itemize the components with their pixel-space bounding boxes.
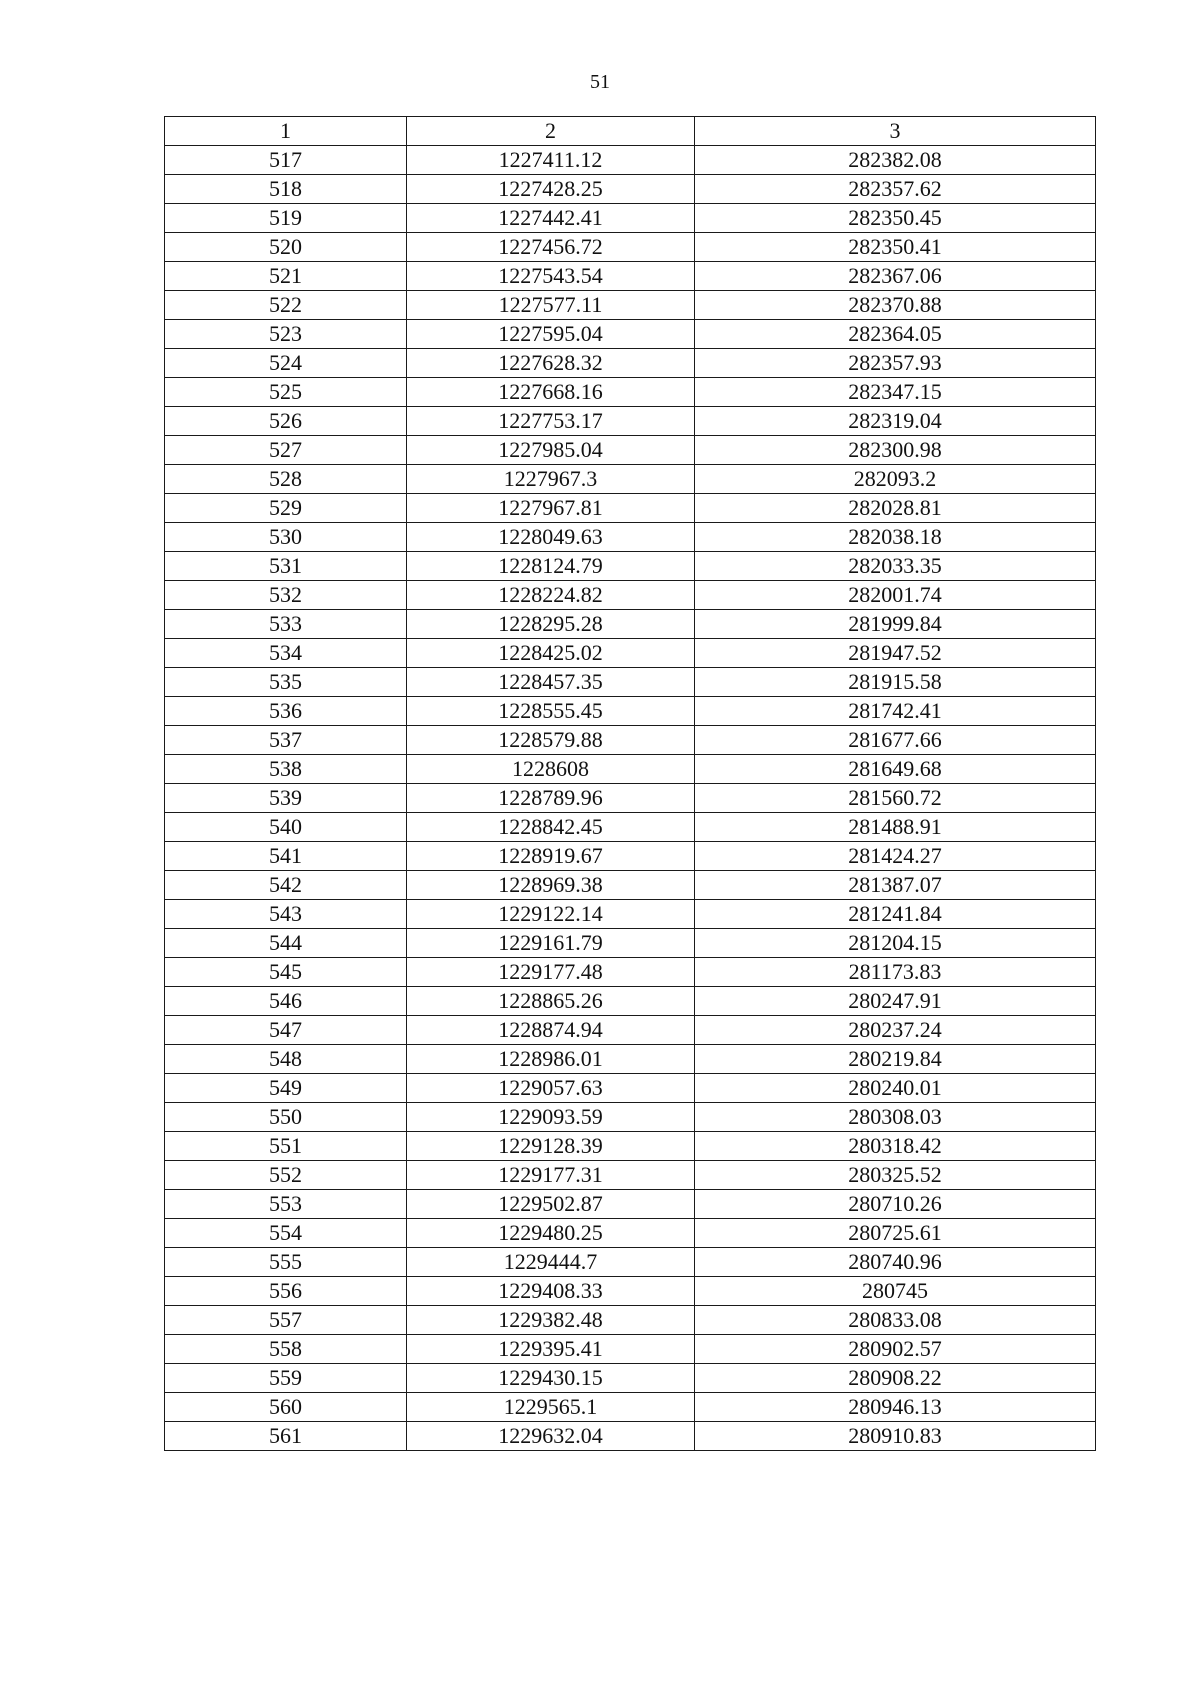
table-row (165, 1161, 1096, 1190)
table-row (165, 900, 1096, 929)
table-row (165, 1248, 1096, 1277)
table-row (165, 1364, 1096, 1393)
x-coordinate-cell: 1227543.54 (407, 262, 695, 291)
page-number: 51 (590, 71, 610, 93)
x-coordinate-cell: 1228789.96 (407, 784, 695, 813)
table-row (165, 349, 1096, 378)
table-row (165, 668, 1096, 697)
x-coordinate-cell: 1227753.17 (407, 407, 695, 436)
point-number-cell: 519 (165, 204, 407, 233)
point-number-cell: 555 (165, 1248, 407, 1277)
y-coordinate-cell: 280308.03 (695, 1103, 1096, 1132)
x-coordinate-cell: 1227668.16 (407, 378, 695, 407)
x-coordinate-cell: 1229480.25 (407, 1219, 695, 1248)
point-number-cell: 552 (165, 1161, 407, 1190)
point-number-cell: 540 (165, 813, 407, 842)
point-number-cell: 534 (165, 639, 407, 668)
x-coordinate-cell: 1229161.79 (407, 929, 695, 958)
y-coordinate-cell: 280946.13 (695, 1393, 1096, 1422)
y-coordinate-cell: 280247.91 (695, 987, 1096, 1016)
point-number-cell: 536 (165, 697, 407, 726)
x-coordinate-cell: 1227428.25 (407, 175, 695, 204)
point-number-cell: 535 (165, 668, 407, 697)
y-coordinate-cell: 282028.81 (695, 494, 1096, 523)
table-row (165, 436, 1096, 465)
point-number-cell: 556 (165, 1277, 407, 1306)
y-coordinate-cell: 280240.01 (695, 1074, 1096, 1103)
table-row (165, 204, 1096, 233)
y-coordinate-cell: 281241.84 (695, 900, 1096, 929)
y-coordinate-cell: 280219.84 (695, 1045, 1096, 1074)
point-number-cell: 532 (165, 581, 407, 610)
table-row (165, 1045, 1096, 1074)
x-coordinate-cell: 1229057.63 (407, 1074, 695, 1103)
x-coordinate-cell: 1229122.14 (407, 900, 695, 929)
x-coordinate-cell: 1228295.28 (407, 610, 695, 639)
point-number-cell: 548 (165, 1045, 407, 1074)
table-row (165, 233, 1096, 262)
y-coordinate-cell: 280740.96 (695, 1248, 1096, 1277)
table-row (165, 726, 1096, 755)
x-coordinate-cell: 1227442.41 (407, 204, 695, 233)
y-coordinate-cell: 280237.24 (695, 1016, 1096, 1045)
table-row (165, 1132, 1096, 1161)
x-coordinate-cell: 1228919.67 (407, 842, 695, 871)
table-row (165, 262, 1096, 291)
y-coordinate-cell: 280725.61 (695, 1219, 1096, 1248)
y-coordinate-cell: 282319.04 (695, 407, 1096, 436)
y-coordinate-cell: 282370.88 (695, 291, 1096, 320)
point-number-cell: 520 (165, 233, 407, 262)
x-coordinate-cell: 1227967.3 (407, 465, 695, 494)
header-row (165, 117, 1096, 146)
table-row (165, 639, 1096, 668)
x-coordinate-cell: 1228224.82 (407, 581, 695, 610)
y-coordinate-cell: 280318.42 (695, 1132, 1096, 1161)
y-coordinate-cell: 281560.72 (695, 784, 1096, 813)
x-coordinate-cell: 1229430.15 (407, 1364, 695, 1393)
column-header-3: 3 (695, 117, 1096, 146)
y-coordinate-cell: 281649.68 (695, 755, 1096, 784)
x-coordinate-cell: 1228969.38 (407, 871, 695, 900)
point-number-cell: 526 (165, 407, 407, 436)
table-row (165, 407, 1096, 436)
y-coordinate-cell: 282382.08 (695, 146, 1096, 175)
y-coordinate-cell: 282357.62 (695, 175, 1096, 204)
point-number-cell: 539 (165, 784, 407, 813)
table-row (165, 523, 1096, 552)
x-coordinate-cell: 1228124.79 (407, 552, 695, 581)
y-coordinate-cell: 282001.74 (695, 581, 1096, 610)
x-coordinate-cell: 1229502.87 (407, 1190, 695, 1219)
point-number-cell: 543 (165, 900, 407, 929)
x-coordinate-cell: 1229408.33 (407, 1277, 695, 1306)
point-number-cell: 525 (165, 378, 407, 407)
x-coordinate-cell: 1229632.04 (407, 1422, 695, 1451)
y-coordinate-cell: 281915.58 (695, 668, 1096, 697)
table-row (165, 929, 1096, 958)
table-row (165, 842, 1096, 871)
table-row (165, 1393, 1096, 1422)
y-coordinate-cell: 281424.27 (695, 842, 1096, 871)
y-coordinate-cell: 281677.66 (695, 726, 1096, 755)
x-coordinate-cell: 1228865.26 (407, 987, 695, 1016)
table-row (165, 755, 1096, 784)
x-coordinate-cell: 1227628.32 (407, 349, 695, 378)
x-coordinate-cell: 1229177.31 (407, 1161, 695, 1190)
x-coordinate-cell: 1227967.81 (407, 494, 695, 523)
point-number-cell: 561 (165, 1422, 407, 1451)
point-number-cell: 541 (165, 842, 407, 871)
table-row (165, 958, 1096, 987)
point-number-cell: 538 (165, 755, 407, 784)
x-coordinate-cell: 1228049.63 (407, 523, 695, 552)
y-coordinate-cell: 282350.41 (695, 233, 1096, 262)
point-number-cell: 537 (165, 726, 407, 755)
table-row (165, 175, 1096, 204)
point-number-cell: 527 (165, 436, 407, 465)
point-number-cell: 545 (165, 958, 407, 987)
table-row (165, 1277, 1096, 1306)
point-number-cell: 550 (165, 1103, 407, 1132)
point-number-cell: 524 (165, 349, 407, 378)
x-coordinate-cell: 1228608 (407, 755, 695, 784)
y-coordinate-cell: 280325.52 (695, 1161, 1096, 1190)
table-row (165, 1016, 1096, 1045)
y-coordinate-cell: 281488.91 (695, 813, 1096, 842)
point-number-cell: 533 (165, 610, 407, 639)
y-coordinate-cell: 281173.83 (695, 958, 1096, 987)
x-coordinate-cell: 1229177.48 (407, 958, 695, 987)
x-coordinate-cell: 1227985.04 (407, 436, 695, 465)
x-coordinate-cell: 1229395.41 (407, 1335, 695, 1364)
point-number-cell: 529 (165, 494, 407, 523)
x-coordinate-cell: 1228874.94 (407, 1016, 695, 1045)
y-coordinate-cell: 281947.52 (695, 639, 1096, 668)
table-row (165, 1074, 1096, 1103)
x-coordinate-cell: 1227595.04 (407, 320, 695, 349)
x-coordinate-cell: 1228579.88 (407, 726, 695, 755)
table-row (165, 320, 1096, 349)
x-coordinate-cell: 1229565.1 (407, 1393, 695, 1422)
y-coordinate-cell: 282033.35 (695, 552, 1096, 581)
table-row (165, 784, 1096, 813)
point-number-cell: 521 (165, 262, 407, 291)
point-number-cell: 554 (165, 1219, 407, 1248)
point-number-cell: 553 (165, 1190, 407, 1219)
x-coordinate-cell: 1229128.39 (407, 1132, 695, 1161)
point-number-cell: 544 (165, 929, 407, 958)
point-number-cell: 549 (165, 1074, 407, 1103)
table-row (165, 552, 1096, 581)
point-number-cell: 523 (165, 320, 407, 349)
table-row (165, 494, 1096, 523)
point-number-cell: 551 (165, 1132, 407, 1161)
point-number-cell: 547 (165, 1016, 407, 1045)
point-number-cell: 560 (165, 1393, 407, 1422)
y-coordinate-cell: 282347.15 (695, 378, 1096, 407)
point-number-cell: 558 (165, 1335, 407, 1364)
point-number-cell: 559 (165, 1364, 407, 1393)
y-coordinate-cell: 281999.84 (695, 610, 1096, 639)
column-header-2: 2 (407, 117, 695, 146)
y-coordinate-cell: 282367.06 (695, 262, 1096, 291)
table-header (165, 117, 1096, 146)
y-coordinate-cell: 282357.93 (695, 349, 1096, 378)
table-row (165, 697, 1096, 726)
point-number-cell: 546 (165, 987, 407, 1016)
x-coordinate-cell: 1227456.72 (407, 233, 695, 262)
table-row (165, 1335, 1096, 1364)
table-row (165, 987, 1096, 1016)
point-number-cell: 522 (165, 291, 407, 320)
x-coordinate-cell: 1229093.59 (407, 1103, 695, 1132)
x-coordinate-cell: 1228842.45 (407, 813, 695, 842)
y-coordinate-cell: 281204.15 (695, 929, 1096, 958)
point-number-cell: 557 (165, 1306, 407, 1335)
table-row (165, 1190, 1096, 1219)
x-coordinate-cell: 1227411.12 (407, 146, 695, 175)
x-coordinate-cell: 1229444.7 (407, 1248, 695, 1277)
y-coordinate-cell: 282038.18 (695, 523, 1096, 552)
y-coordinate-cell: 280908.22 (695, 1364, 1096, 1393)
table-row (165, 465, 1096, 494)
y-coordinate-cell: 280910.83 (695, 1422, 1096, 1451)
y-coordinate-cell: 282364.05 (695, 320, 1096, 349)
point-number-cell: 542 (165, 871, 407, 900)
y-coordinate-cell: 280745 (695, 1277, 1096, 1306)
x-coordinate-cell: 1228425.02 (407, 639, 695, 668)
table-row (165, 378, 1096, 407)
y-coordinate-cell: 281742.41 (695, 697, 1096, 726)
x-coordinate-cell: 1228986.01 (407, 1045, 695, 1074)
table-row (165, 581, 1096, 610)
coordinates-table (164, 116, 1096, 1451)
x-coordinate-cell: 1227577.11 (407, 291, 695, 320)
y-coordinate-cell: 281387.07 (695, 871, 1096, 900)
table-row (165, 1103, 1096, 1132)
table-row (165, 1422, 1096, 1451)
y-coordinate-cell: 280902.57 (695, 1335, 1096, 1364)
x-coordinate-cell: 1228555.45 (407, 697, 695, 726)
y-coordinate-cell: 282350.45 (695, 204, 1096, 233)
x-coordinate-cell: 1229382.48 (407, 1306, 695, 1335)
x-coordinate-cell: 1228457.35 (407, 668, 695, 697)
table-body (165, 146, 1096, 1451)
table-row (165, 1219, 1096, 1248)
table-row (165, 1306, 1096, 1335)
table-row (165, 610, 1096, 639)
y-coordinate-cell: 282300.98 (695, 436, 1096, 465)
point-number-cell: 528 (165, 465, 407, 494)
table-row (165, 146, 1096, 175)
point-number-cell: 518 (165, 175, 407, 204)
y-coordinate-cell: 280710.26 (695, 1190, 1096, 1219)
table-row (165, 291, 1096, 320)
table-row (165, 813, 1096, 842)
column-header-1: 1 (165, 117, 407, 146)
y-coordinate-cell: 280833.08 (695, 1306, 1096, 1335)
point-number-cell: 531 (165, 552, 407, 581)
table-row (165, 871, 1096, 900)
point-number-cell: 530 (165, 523, 407, 552)
y-coordinate-cell: 282093.2 (695, 465, 1096, 494)
point-number-cell: 517 (165, 146, 407, 175)
